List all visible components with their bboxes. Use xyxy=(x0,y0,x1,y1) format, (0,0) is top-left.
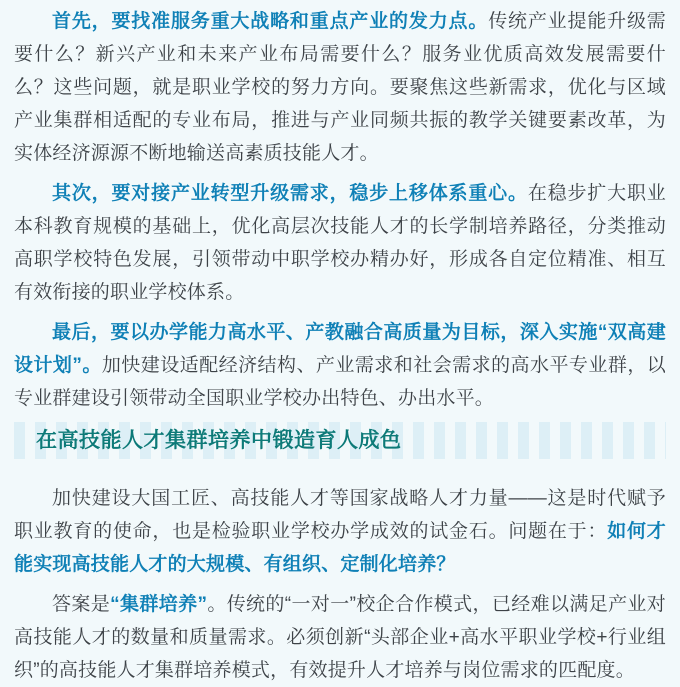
section-heading-band xyxy=(14,422,666,459)
paragraph-fourth xyxy=(14,482,666,581)
paragraph-third xyxy=(14,316,666,415)
paragraph-lead-bold: 其次，要对接产业转型升级需求，稳步上移体系重心。 xyxy=(52,183,528,204)
paragraph-body-text: 在稳步扩大职业本科教育规模的基础上，优化高层次技能人才的长学制培养路径，分类推动高职学校特色发展，引领带动中职学校办精办好，形成各自定位精准、相互有效衔接的职业学校体系。 xyxy=(14,183,666,303)
paragraph-lead-bold: 最后，要以办学能力高水平、产教融合高质量为目标，深入实施“双高建设计划”。 xyxy=(14,322,666,376)
section-heading-title: 在高技能人才集群培养中锻造育人成色 xyxy=(36,429,402,452)
paragraph-second xyxy=(14,177,666,309)
paragraph-first xyxy=(14,5,666,170)
paragraph-keyword-bold: “集群培养” xyxy=(110,594,208,615)
paragraph-body-text: 加快建设适配经济结构、产业需求和社会需求的高水平专业群，以专业群建设引领带动全国职业学校办出特色、办出水平。 xyxy=(14,355,666,409)
paragraph-question-bold: 如何才能实现高技能人才的大规模、有组织、定制化培养？ xyxy=(14,521,666,575)
paragraph-body-text: 答案是 xyxy=(52,594,111,615)
paragraph-lead-bold: 首先，要找准服务重大战略和重点产业的发力点。 xyxy=(52,11,489,32)
paragraph-body-text: 。传统的“一对一”校企合作模式，已经难以满足产业对高技能人才的数量和质量需求。必须创新“头部企业+高水平职业学校+行业组织”的高技能人才集群培养模式，有效提升人才培养与岗位需求的匹配度。 xyxy=(14,594,667,681)
paragraph-fifth xyxy=(14,588,666,687)
paragraph-body-text: 传统产业提能升级需要什么？新兴产业和未来产业布局需要什么？服务业优质高效发展需要什么？这些问题，就是职业学校的努力方向。要聚焦这些新需求，优化与区域产业集群相适配的专业布局，推进与产业同频共振的教学关键要素改革，为实体经济源源不断地输送高素质技能人才。 xyxy=(14,11,666,164)
paragraph-body-text: 加快建设大国工匠、高技能人才等国家战略人才力量——这是时代赋予职业教育的使命，也是检验职业学校办学成效的试金石。问题在于： xyxy=(14,488,666,542)
